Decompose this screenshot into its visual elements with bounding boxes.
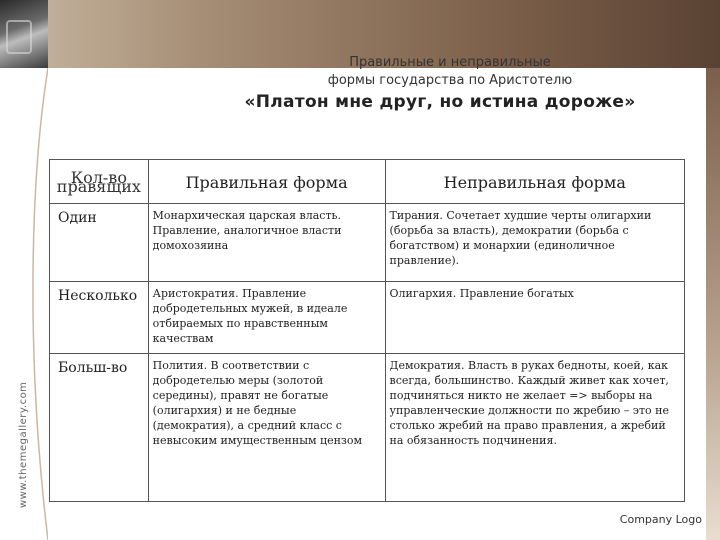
slide-subtitle <box>260 54 640 90</box>
right-edge-band <box>706 68 720 540</box>
header-cell-count: Кол-во правящих <box>50 160 149 204</box>
cell-incorrect-form: Олигархия. Правление богатых <box>385 282 684 354</box>
row-label: Больш-во <box>50 354 149 502</box>
slide-heading: «Платон мне друг, но истина дороже» <box>244 92 636 112</box>
cell-correct-form: Монархическая царская власть. Правление, аналогичное власти домохозяина <box>148 204 385 282</box>
forms-table <box>49 159 685 502</box>
row-label: Несколько <box>50 282 149 354</box>
table-header-row <box>50 160 685 204</box>
table-row <box>50 204 685 282</box>
cell-correct-form: Полития. В соответствии с добродетелью меры (золотой середины), правят не богатые (олигархия) и не бедные (демократия), а средний класс с невысоким имущественным цензом <box>148 354 385 502</box>
header-cell-incorrect: Неправильная форма <box>385 160 684 204</box>
website-vertical-text: www.themegallery.com <box>18 381 29 508</box>
header-cell-correct: Правильная форма <box>148 160 385 204</box>
company-logo-text: Company Logo <box>619 513 702 526</box>
table-row <box>50 282 685 354</box>
corner-photo <box>0 0 48 68</box>
subtitle-line-1: Правильные и неправильные <box>349 55 551 70</box>
row-label: Один <box>50 204 149 282</box>
table <box>49 159 685 502</box>
cell-incorrect-form: Тирания. Сочетает худшие черты олигархии (борьба за власть), демократии (борьба с богатством) и монархии (единоличное правление). <box>385 204 684 282</box>
subtitle-line-2: формы государства по Аристотелю <box>327 73 573 88</box>
table-row <box>50 354 685 502</box>
cell-incorrect-form: Демократия. Власть в руках бедноты, коей, как всегда, большинство. Каждый живет как хочет, подчиняться никто не желает => выборы на управленческие должности по жребию – это не столько жребий на право правления, а жребий на обязанность подчинения. <box>385 354 684 502</box>
cell-correct-form: Аристократия. Правление добродетельных мужей, в идеале отбираемых по нравственным качествам <box>148 282 385 354</box>
